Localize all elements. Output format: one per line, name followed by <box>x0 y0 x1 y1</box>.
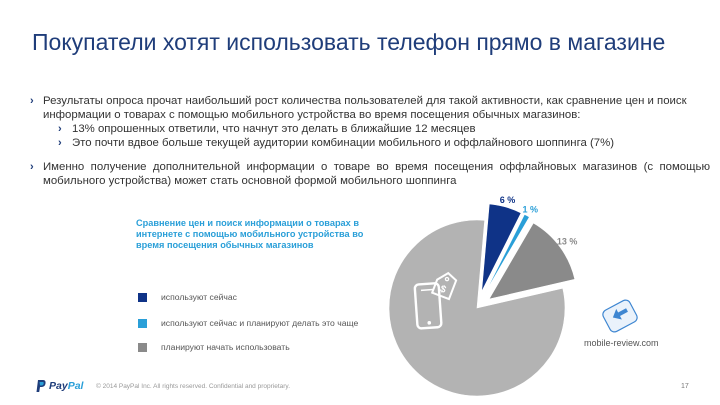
chart-title: Сравнение цен и поиск информации о товарах в интернете с помощью мобильного устройства во время посещения обычных магазинов <box>136 218 364 250</box>
chevron-right-icon: › <box>30 161 34 173</box>
legend-label: планируют начать использовать <box>161 342 290 352</box>
chevron-right-icon: › <box>30 95 34 107</box>
chevron-right-icon: › <box>58 137 62 149</box>
legend-label: используют сейчас <box>161 292 237 302</box>
paypal-p-icon <box>36 380 46 392</box>
page-number: 17 <box>681 383 689 390</box>
logo-pal: Pal <box>67 380 84 392</box>
legend-label: используют сейчас и планируют делать это чаще <box>161 318 359 328</box>
slide-title: Покупатели хотят использовать телефон прямо в магазине <box>32 29 666 55</box>
pie-data-label: 13 % <box>556 236 578 247</box>
pie-group <box>389 195 577 396</box>
footer-copyright: © 2014 PayPal Inc. All rights reserved. Confidential and proprietary. <box>96 383 290 390</box>
bullet-1-text: Результаты опроса прочат наибольший рост количества пользователей для такой активности, как сравнение цен и поиск информации о товарах с помощью мобильного устройства во время посещения обычных магазинов: <box>43 95 687 121</box>
watermark-text: mobile-review.com <box>584 338 659 348</box>
paypal-logo <box>36 380 83 392</box>
logo-pay: Pay <box>49 380 68 392</box>
chevron-right-icon: › <box>58 123 62 135</box>
pie-data-label: 6 % <box>499 195 516 206</box>
bullet-2-text: Именно получение дополнительной информации о товаре во время посещения оффлайновых магазинов (с помощью мобильного устройства) может стать основной формой мобильного шоппинга <box>43 161 710 187</box>
sub-bullet-2-text: Это почти вдвое больше текущей аудитории комбинации мобильного и оффлайнового шоппинга (7%) <box>72 137 615 149</box>
svg-text:$: $ <box>438 283 448 296</box>
pie-data-label: 1 % <box>522 204 539 215</box>
sub-bullet-1-text: 13% опрошенных ответили, что начнут это делать в ближайшие 12 месяцев <box>72 123 476 135</box>
